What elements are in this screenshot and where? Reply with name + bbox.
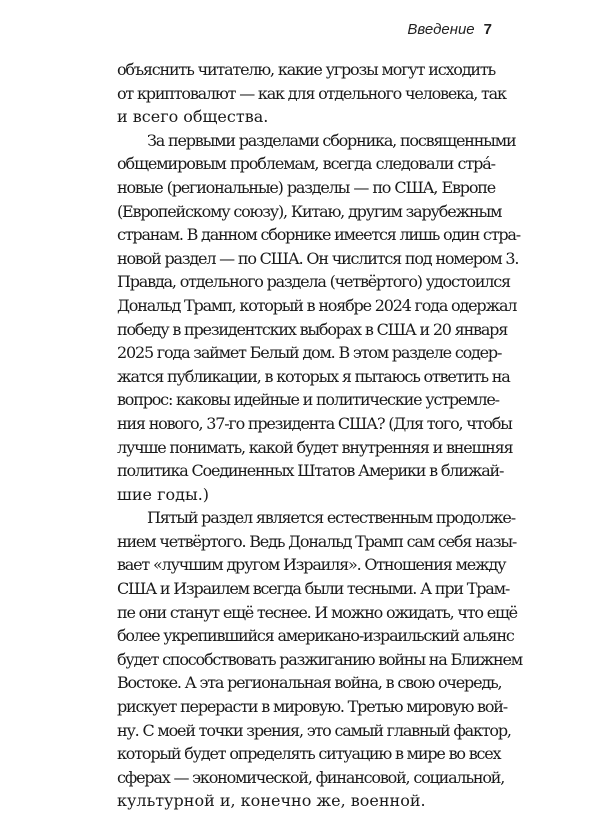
section-title: Введение: [407, 21, 475, 38]
text-line: новой раздел — по США. Он числится под номером 3.: [117, 248, 519, 268]
text-line: Востоке. А эта региональная война, в свою очередь,: [117, 673, 502, 693]
text-line: общемировым проблемам, всегда следовали стра́-: [117, 154, 495, 174]
paragraph: [117, 129, 520, 507]
text-line: будет способствовать разжиганию войны на Ближнем: [117, 649, 522, 669]
text-line: сферах — экономической, финансовой, социальной,: [117, 767, 505, 787]
text-line: более укрепившийся американо-израильский альянс: [117, 626, 514, 646]
text-line: ния нового, 37-го президента США? (Для того, чтобы: [117, 413, 512, 433]
text-line: 2025 года займет Белый дом. В этом разделе содер-: [117, 343, 502, 363]
running-header: [407, 20, 492, 40]
paragraph: [117, 506, 522, 813]
text-line: политика Соединенных Штатов Америки в ближай-: [117, 461, 504, 481]
text-line: США и Израилем всегда были тесными. А при Трам-: [117, 579, 510, 599]
paragraph: [117, 58, 506, 129]
text-line: Дональд Трамп, который в ноябре 2024 года одержал: [117, 295, 517, 315]
text-line: лучше понимать, какой будет внутренняя и внешняя: [117, 437, 513, 457]
text-line: культурной и, конечно же, военной.: [117, 791, 426, 811]
text-line: вопрос: каковы идейные и политические устремле-: [117, 390, 499, 410]
text-line: новые (региональные) разделы — по США, Европе: [117, 177, 495, 197]
text-line: За первыми разделами сборника, посвященными: [147, 130, 516, 150]
text-line: который будет определять ситуацию в мире во всех: [117, 744, 501, 764]
text-line: шие годы.): [117, 484, 210, 504]
text-line: рискует перерасти в мировую. Третью мировую вой-: [117, 697, 507, 717]
text-line: от криптовалют — как для отдельного человека, так: [117, 83, 506, 103]
text-line: объяснить читателю, какие угрозы могут исходить: [117, 60, 495, 79]
text-line: странам. В данном сборнике имеется лишь один стра-: [117, 225, 520, 245]
text-line: Правда, отдельного раздела (четвёртого) удостоился: [117, 272, 510, 292]
text-line: пе они станут ещё теснее. И можно ожидать, что ещё: [117, 602, 517, 622]
text-line: (Европейскому союзу), Китаю, другим зарубежным: [117, 201, 502, 221]
text-line: нием четвёртого. Ведь Дональд Трамп сам себя назы-: [117, 531, 517, 551]
text-line: и всего общества.: [117, 107, 269, 127]
text-line: победу в президентских выборах в США и 20 января: [117, 319, 508, 339]
text-line: вает «лучшим другом Израиля». Отношения между: [117, 555, 506, 575]
text-line: Пятый раздел является естественным продолже-: [147, 508, 515, 528]
text-line: жатся публикации, в которых я пытаюсь ответить на: [117, 366, 510, 386]
text-line: ну. С моей точки зрения, это самый главный фактор,: [117, 720, 511, 740]
page-number: 7: [483, 21, 492, 38]
body-text: [117, 58, 522, 813]
